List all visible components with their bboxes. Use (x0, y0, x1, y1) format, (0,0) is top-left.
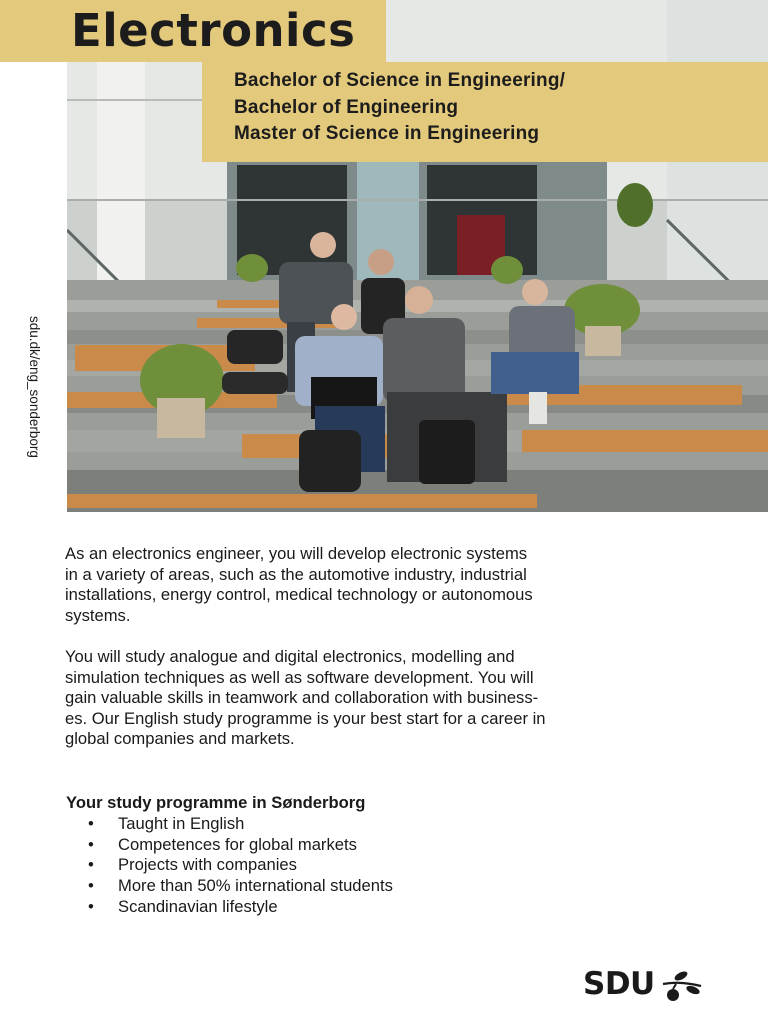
list-item-label: Competences for global markets (118, 834, 357, 854)
programme-section (66, 793, 566, 918)
degree-banner (202, 62, 768, 162)
page-title: Electronics (71, 4, 356, 57)
list-item (66, 876, 566, 897)
intro-text (65, 544, 645, 750)
logo-text: SDU (583, 966, 655, 1002)
title-banner (0, 0, 386, 62)
degree-item: Master of Science in Engineering (234, 123, 540, 144)
bullet-icon: • (88, 813, 94, 833)
list-item (66, 897, 566, 918)
programme-list (66, 814, 566, 918)
bullet-icon: • (88, 896, 94, 916)
olive-branch-icon (661, 968, 705, 1004)
list-item-label: Taught in English (118, 813, 245, 833)
list-item-label: Projects with companies (118, 855, 297, 875)
list-item (66, 835, 566, 856)
sdu-logo (583, 966, 713, 1006)
list-item (66, 855, 566, 876)
degree-item: Bachelor of Engineering (234, 96, 459, 118)
degree-item: Bachelor of Science in Engineering/ (234, 70, 566, 91)
programme-heading: Your study programme in Sønderborg (66, 793, 366, 812)
bullet-icon: • (88, 876, 94, 896)
list-item-label: Scandinavian lifestyle (118, 896, 278, 916)
list-item-label: More than 50% international students (118, 876, 393, 896)
bullet-icon: • (88, 855, 94, 875)
degree-list (234, 68, 565, 148)
intro-paragraph: You will study analogue and digital electronics, modelling and simulation techniques as well as software development. You will gain valuable skills in teamwork and collaboration with business- es. Our English study programme is your best start for a career in global companies and markets. (65, 646, 546, 749)
list-item (66, 814, 566, 835)
side-url-link[interactable]: sdu.dk/eng_sonderborg (27, 316, 42, 458)
bullet-icon: • (88, 834, 94, 854)
intro-paragraph: As an electronics engineer, you will develop electronic systems in a variety of areas, such as the automotive industry, industrial installations, energy control, medical technology or autonomous systems. (65, 544, 533, 625)
